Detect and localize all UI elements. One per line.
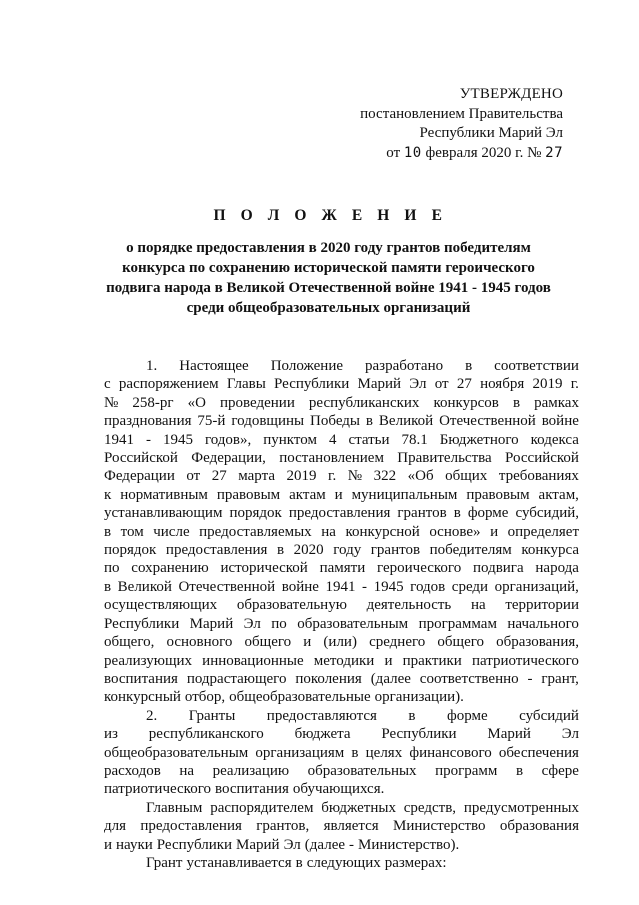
body-line bbox=[104, 467, 579, 485]
body-word: осуществляющих bbox=[104, 597, 218, 614]
body-word: общего, bbox=[104, 634, 155, 651]
body-word: в bbox=[365, 413, 373, 430]
body-line bbox=[104, 375, 579, 393]
document-subtitle bbox=[0, 238, 639, 318]
body-word: Республики bbox=[156, 836, 233, 853]
body-word: в bbox=[408, 707, 416, 724]
body-line bbox=[104, 799, 579, 817]
body-word: предусмотренных bbox=[463, 799, 579, 816]
body-line bbox=[104, 744, 579, 762]
body-word: народа bbox=[535, 560, 579, 577]
body-word: форме bbox=[447, 707, 488, 724]
body-word: из bbox=[104, 726, 118, 743]
body-word: разработано bbox=[365, 358, 444, 374]
body-line bbox=[104, 707, 579, 725]
body-word: 1945 bbox=[162, 431, 193, 448]
body-line bbox=[104, 688, 579, 706]
body-word: 1941 bbox=[325, 578, 356, 595]
body-word: Эл bbox=[243, 615, 261, 632]
approval-date-rest: февраля 2020 г. № bbox=[425, 144, 542, 161]
body-line bbox=[104, 596, 579, 614]
body-word: Победы bbox=[310, 413, 360, 430]
body-word: Главным bbox=[146, 799, 203, 816]
body-word: практики bbox=[402, 652, 462, 669]
body-word: целях bbox=[365, 744, 403, 761]
body-word: следующих bbox=[306, 854, 381, 871]
body-word: предоставления bbox=[140, 818, 242, 835]
body-line bbox=[104, 559, 579, 577]
body-word: 258-рг bbox=[132, 394, 174, 411]
body-word: воспитания bbox=[104, 670, 178, 687]
body-word: (или) bbox=[323, 634, 357, 651]
body-word: Марий bbox=[189, 615, 234, 632]
body-word: 75-й bbox=[197, 413, 226, 430]
body-word: основного bbox=[166, 634, 233, 651]
body-word: грант, bbox=[541, 670, 579, 687]
body-word: 2019 bbox=[532, 376, 563, 393]
body-word: 322 bbox=[373, 468, 397, 485]
body-word: 4 bbox=[328, 431, 337, 448]
body-line bbox=[104, 817, 579, 835]
body-word: правовым bbox=[466, 486, 530, 503]
body-word: в bbox=[295, 854, 303, 871]
body-line bbox=[104, 412, 579, 430]
body-word: Эл bbox=[409, 376, 427, 393]
body-word: нормативным bbox=[120, 486, 208, 503]
body-line bbox=[104, 670, 579, 688]
body-word: памяти bbox=[319, 560, 366, 577]
body-word: методики bbox=[313, 652, 375, 669]
body-word: по bbox=[104, 560, 120, 577]
body-word: 27 bbox=[456, 376, 472, 393]
body-word: - bbox=[362, 578, 368, 595]
body-word: распорядителем bbox=[210, 799, 314, 816]
body-word: является bbox=[323, 818, 379, 835]
body-word: № bbox=[104, 394, 119, 411]
body-word: организации). bbox=[374, 689, 464, 706]
approval-block bbox=[360, 85, 563, 163]
subtitle-line: среди общеобразовательных организаций bbox=[186, 300, 471, 316]
body-word: Отечественной bbox=[439, 413, 536, 430]
body-word: 2020 bbox=[293, 542, 324, 559]
body-word: Эл bbox=[283, 836, 301, 853]
body-word: организациям bbox=[255, 744, 345, 761]
body-word: субсидий, bbox=[515, 505, 579, 522]
body-word: и bbox=[384, 652, 393, 669]
body-word: предоставляются bbox=[266, 707, 377, 724]
body-word: поколения bbox=[295, 670, 362, 687]
body-word: программам bbox=[418, 615, 497, 632]
body-word: общеобразовательным bbox=[104, 744, 249, 761]
body-word: размерах: bbox=[384, 854, 447, 871]
body-word: начального bbox=[507, 615, 579, 632]
body-word: обеспечения bbox=[498, 744, 579, 761]
body-word: Министерство). bbox=[358, 836, 460, 853]
subtitle-line: конкурса по сохранению исторической памяти героического bbox=[122, 260, 535, 276]
body-word: муниципальным bbox=[351, 486, 458, 503]
body-word: бюджета bbox=[294, 726, 351, 743]
body-word: конкурсный bbox=[104, 689, 181, 706]
body-word: субсидий bbox=[519, 707, 579, 724]
body-word: программ bbox=[435, 762, 498, 779]
body-line bbox=[104, 504, 579, 522]
body-word: образовательных bbox=[307, 762, 417, 779]
body-word: от bbox=[434, 376, 449, 393]
body-word: грантов bbox=[370, 542, 421, 559]
approval-stamp: УТВЕРЖДЕНО bbox=[459, 86, 563, 102]
body-word: обучающихся. bbox=[292, 781, 385, 798]
body-line bbox=[104, 725, 579, 743]
body-word: правовым bbox=[216, 486, 281, 503]
body-word: году bbox=[333, 542, 362, 559]
body-word: Отечественной bbox=[178, 578, 276, 595]
body-word: - bbox=[527, 670, 533, 687]
body-word: конкурса bbox=[521, 542, 579, 559]
body-word: устанавливающим bbox=[104, 505, 223, 522]
body-line bbox=[104, 394, 579, 412]
body-word: науки bbox=[116, 836, 153, 853]
body-word: финансового bbox=[409, 744, 492, 761]
body-word: в bbox=[465, 358, 473, 374]
subtitle-line: о порядке предоставления в 2020 году грантов победителям bbox=[126, 240, 531, 256]
body-word: бюджетных bbox=[321, 799, 396, 816]
body-line bbox=[104, 836, 579, 854]
body-word: подвига bbox=[472, 560, 524, 577]
body-word: воспитания bbox=[215, 781, 289, 798]
approval-date-number: 27 bbox=[545, 144, 563, 161]
body-word: Эл bbox=[561, 726, 579, 743]
body-word: 27 bbox=[211, 468, 227, 485]
body-word: статьи bbox=[348, 431, 390, 448]
body-word: порядок bbox=[229, 505, 282, 522]
body-word: патриотического bbox=[471, 652, 579, 669]
body-line bbox=[104, 449, 579, 467]
body-word: Марий bbox=[357, 376, 402, 393]
body-word: с bbox=[104, 376, 111, 393]
body-word: предоставления bbox=[165, 542, 268, 559]
body-word: общего bbox=[244, 634, 292, 651]
body-word: актам, bbox=[538, 486, 579, 503]
body-word: Республики bbox=[381, 726, 457, 743]
body-line bbox=[104, 357, 579, 375]
body-word: постановлением bbox=[279, 450, 384, 467]
body-word: (далее bbox=[370, 670, 411, 687]
body-word: г. bbox=[570, 376, 579, 393]
body-word: в bbox=[515, 762, 524, 779]
body-word: Федерации, bbox=[191, 450, 266, 467]
body-line bbox=[104, 541, 579, 559]
body-word: 1941 bbox=[104, 431, 134, 448]
body-word: образовательным bbox=[297, 615, 409, 632]
body-word: деятельность bbox=[366, 597, 452, 614]
body-word: кодекса bbox=[530, 431, 579, 448]
body-line bbox=[104, 431, 579, 449]
body-word: исторической bbox=[220, 560, 308, 577]
body-word: требованиях bbox=[498, 468, 579, 485]
body-word: годов», bbox=[204, 431, 252, 448]
body-word: Великой bbox=[117, 578, 172, 595]
body-word: инновационные bbox=[202, 652, 304, 669]
body-word: форме bbox=[467, 505, 509, 522]
body-word: конкурсной bbox=[345, 523, 420, 540]
body-word: на bbox=[470, 597, 486, 614]
body-word: отбор, bbox=[184, 689, 226, 706]
body-word: для bbox=[104, 818, 127, 835]
body-word: проведении bbox=[220, 394, 295, 411]
subtitle-line: подвига народа в Великой Отечественной войне 1941 - 1945 годов bbox=[106, 280, 551, 296]
body-word: по bbox=[271, 615, 287, 632]
body-word: патриотического bbox=[104, 781, 211, 798]
body-word: Марий bbox=[487, 726, 531, 743]
body-line bbox=[104, 578, 579, 596]
body-word: соответственно bbox=[419, 670, 519, 687]
body-word: 1. bbox=[146, 358, 158, 374]
body-word: и bbox=[104, 836, 113, 853]
body-word: грантов, bbox=[256, 818, 310, 835]
body-word: в bbox=[512, 394, 521, 411]
body-word: основе» bbox=[429, 523, 481, 540]
body-word: Грант bbox=[146, 854, 183, 871]
body-word: рамках bbox=[534, 394, 579, 411]
body-word: средств, bbox=[403, 799, 457, 816]
body-word: в bbox=[277, 542, 285, 559]
document-title: П О Л О Ж Е Н И Е bbox=[213, 207, 448, 224]
body-word: Российской bbox=[104, 450, 178, 467]
body-line bbox=[104, 523, 579, 541]
body-word: актам bbox=[289, 486, 326, 503]
body-word: Республики bbox=[104, 615, 180, 632]
body-word: территории bbox=[505, 597, 579, 614]
body-word: среди bbox=[451, 578, 489, 595]
body-word: войне bbox=[281, 578, 319, 595]
body-word: 78.1 bbox=[401, 431, 428, 448]
body-word: Министерство bbox=[393, 818, 486, 835]
body-word: и bbox=[334, 486, 343, 503]
body-word: 1945 bbox=[373, 578, 404, 595]
body-word: «Об bbox=[407, 468, 434, 485]
body-word: порядок bbox=[104, 542, 157, 559]
body-word: определяет bbox=[507, 523, 579, 540]
body-word: реализацию bbox=[212, 762, 290, 779]
body-word: Великой bbox=[378, 413, 434, 430]
approval-line-1: постановлением Правительства bbox=[360, 105, 563, 122]
body-word: республиканского bbox=[148, 726, 264, 743]
body-word: общих bbox=[445, 468, 488, 485]
body-line bbox=[104, 615, 579, 633]
body-word: празднования bbox=[104, 413, 192, 430]
body-word: том bbox=[120, 523, 144, 540]
body-word: на bbox=[179, 762, 195, 779]
body-line bbox=[104, 652, 579, 670]
body-word: (далее bbox=[304, 836, 346, 853]
body-word: в bbox=[104, 578, 112, 595]
body-word: от bbox=[186, 468, 201, 485]
body-word: сфере bbox=[541, 762, 579, 779]
body-word: в bbox=[104, 523, 112, 540]
body-word: Правительства bbox=[397, 450, 492, 467]
approval-date-line bbox=[360, 144, 563, 164]
document-body bbox=[104, 357, 579, 872]
body-word: образования bbox=[499, 818, 579, 835]
body-word: числе bbox=[153, 523, 190, 540]
body-word: годовщины bbox=[231, 413, 305, 430]
body-word: в bbox=[351, 744, 359, 761]
body-word: Главы bbox=[226, 376, 266, 393]
body-word: общеобразовательные bbox=[229, 689, 371, 706]
body-word: «О bbox=[187, 394, 206, 411]
body-word: грантов bbox=[397, 505, 447, 522]
body-word: Гранты bbox=[188, 707, 236, 724]
body-word: соответствии bbox=[494, 358, 579, 374]
body-word: предоставляемых bbox=[199, 523, 312, 540]
body-word: годов bbox=[410, 578, 446, 595]
body-word: Настоящее bbox=[179, 358, 249, 374]
body-word: 2019 bbox=[286, 468, 317, 485]
body-word: Положение bbox=[270, 358, 344, 374]
body-word: 2. bbox=[146, 707, 158, 724]
body-word: предоставления bbox=[288, 505, 391, 522]
body-word: в bbox=[453, 505, 461, 522]
body-word: Республики bbox=[274, 376, 350, 393]
body-word: - bbox=[145, 431, 151, 448]
body-word: распоряжением bbox=[118, 376, 219, 393]
body-line bbox=[104, 633, 579, 651]
body-word: войне bbox=[541, 413, 579, 430]
body-word: устанавливается bbox=[186, 854, 292, 871]
body-word: № bbox=[347, 468, 363, 485]
body-word: - bbox=[349, 836, 355, 853]
approval-date-prefix: от bbox=[386, 144, 401, 161]
body-word: на bbox=[321, 523, 336, 540]
body-word: подрастающего bbox=[186, 670, 287, 687]
body-word: общего bbox=[437, 634, 485, 651]
body-line bbox=[104, 486, 579, 504]
body-line bbox=[104, 780, 579, 798]
body-line bbox=[104, 854, 579, 872]
body-word: и bbox=[303, 634, 312, 651]
approval-line-2: Республики Марий Эл bbox=[419, 125, 563, 141]
approval-date-day: 10 bbox=[403, 144, 422, 161]
body-word: ноября bbox=[480, 376, 525, 393]
body-word: образовательную bbox=[236, 597, 347, 614]
body-word: пунктом bbox=[263, 431, 317, 448]
body-word: Российской bbox=[505, 450, 579, 467]
body-word: и bbox=[490, 523, 499, 540]
body-line bbox=[104, 762, 579, 780]
body-word: Бюджетного bbox=[439, 431, 519, 448]
body-word: образования, bbox=[496, 634, 579, 651]
body-word: г. bbox=[328, 468, 337, 485]
body-word: победителям bbox=[429, 542, 512, 559]
body-word: героического bbox=[377, 560, 462, 577]
body-word: организаций, bbox=[494, 578, 579, 595]
body-word: Федерации bbox=[104, 468, 175, 485]
body-word: сохранению bbox=[131, 560, 209, 577]
body-word: среднего bbox=[369, 634, 426, 651]
body-word: расходов bbox=[104, 762, 161, 779]
body-word: к bbox=[104, 486, 112, 503]
body-word: конкурсов bbox=[433, 394, 499, 411]
body-word: реализующих bbox=[104, 652, 193, 669]
body-word: республиканских bbox=[308, 394, 420, 411]
body-word: марта bbox=[238, 468, 275, 485]
body-word: Марий bbox=[236, 836, 280, 853]
